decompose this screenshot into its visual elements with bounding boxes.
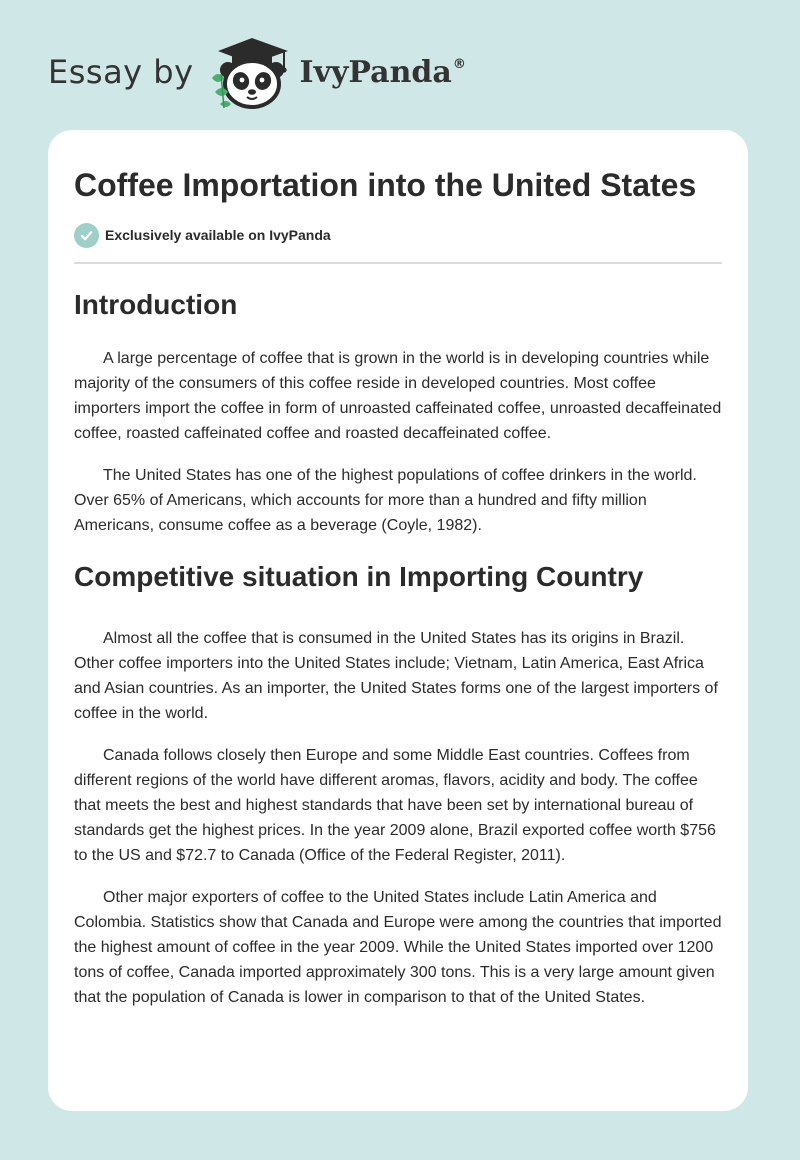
badge-label: Exclusively available on IvyPanda [105, 227, 331, 243]
paragraph: The United States has one of the highest populations of coffee drinkers in the world. Over 65% of Americans, which accounts for more than a hundred and fifty million Americans, consume coffee as a beverage (Coyle, 1982). [74, 467, 697, 534]
check-circle-icon [74, 223, 99, 248]
essay-card [48, 130, 748, 1111]
page-title: Coffee Importation into the United States [74, 167, 697, 203]
section-competitive-situation [74, 560, 722, 1010]
panda-graduate-icon[interactable] [208, 34, 296, 110]
exclusive-badge [74, 222, 722, 248]
section-heading: Competitive situation in Importing Country [74, 561, 644, 592]
section-introduction [74, 288, 722, 538]
divider [74, 262, 722, 264]
site-header [48, 34, 466, 110]
registered-mark: ® [452, 56, 466, 72]
brand-name[interactable] [300, 55, 466, 90]
paragraph: A large percentage of coffee that is grown in the world is in developing countries while majority of the consumers of this coffee reside in developed countries. Most coffee importers import the coffee in form of unroasted caffeinated coffee, unroasted decaffeinated coffee, roasted caffeinated coffee and roasted decaffeinated coffee. [74, 350, 722, 442]
brand-prefix: Essay by [48, 53, 194, 91]
paragraph: Canada follows closely then Europe and some Middle East countries. Coffees from different regions of the world have different aromas, flavors, acidity and body. The coffee that meets the best and highest standards that have been set by international bureau of standards get the highest prices. In the year 2009 alone, Brazil exported coffee worth $756 to the US and $72.7 to Canada (Office of the Federal Register, 2011). [74, 747, 716, 864]
paragraph: Other major exporters of coffee to the United States include Latin America and Colombia. Statistics show that Canada and Europe were among the countries that imported the highest amount of coffee in the year 2009. While the United States imported over 1200 tons of coffee, Canada imported approximately 300 tons. This is a very large amount given that the population of Canada is lower in comparison to that of the United States. [74, 889, 722, 1006]
section-heading: Introduction [74, 289, 238, 320]
paragraph: Almost all the coffee that is consumed in the United States has its origins in Brazil. Other coffee importers into the United States include; Vietnam, Latin America, East Africa and Asian countries. As an importer, the United States forms one of the largest importers of coffee in the world. [74, 630, 718, 722]
brand-name-text: IvyPanda [299, 54, 452, 90]
